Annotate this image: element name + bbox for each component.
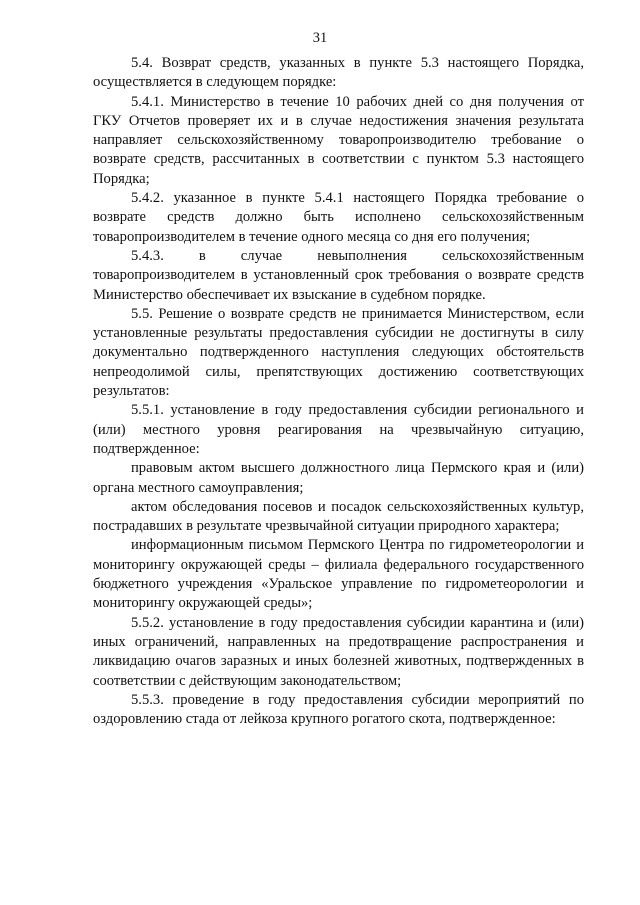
paragraph-information-letter: информационным письмом Пермского Центра по гидрометеорологии и мониторингу окружающей среды – филиала федерального государственного бюджетного учреждения «Уральское управление по гидрометеорологии и мониторингу окружающей среды»; — [93, 537, 584, 612]
paragraph-5-5: 5.5. Решение о возврате средств не принимается Министерством, если установленные результаты предоставления субсидии не достигнуты в силу документально подтвержденного наступления следующих обстоятельств непреодолимой силы, препятствующих достижению соответствующих результатов: — [93, 305, 584, 400]
document-body — [93, 54, 584, 729]
paragraph-inspection-act: актом обследования посевов и посадок сельскохозяйственных культур, пострадавших в результате чрезвычайной ситуации природного характера; — [93, 498, 584, 535]
paragraph-5-4-2: 5.4.2. указанное в пункте 5.4.1 настоящего Порядка требование о возврате средств должно быть исполнено сельскохозяйственным товаропроизводителем в течение одного месяца со дня его получения; — [93, 190, 584, 245]
paragraph-5-4-1: 5.4.1. Министерство в течение 10 рабочих дней со дня получения от ГКУ Отчетов проверяет их и в случае недостижения значения результата направляет сельскохозяйственному товаропроизводителю требование о возврате средств, рассчитанных в соответствии с пунктом 5.3 настоящего Порядка; — [93, 93, 584, 187]
paragraph-5-5-1: 5.5.1. установление в году предоставления субсидии регионального и (или) местного уровня реагирования на чрезвычайную ситуацию, подтвержденное: — [93, 402, 584, 457]
paragraph-legal-act: правовым актом высшего должностного лица Пермского края и (или) органа местного самоуправления; — [93, 460, 584, 496]
paragraph-5-4: 5.4. Возврат средств, указанных в пункте 5.3 настоящего Порядка, осуществляется в следующем порядке: — [93, 55, 584, 91]
paragraph-5-4-3: 5.4.3. в случае невыполнения сельскохозяйственным товаропроизводителем в установленный срок требования о возврате средств Министерство обеспечивает их взыскание в судебном порядке. — [93, 247, 584, 303]
paragraph-5-5-2: 5.5.2. установление в году предоставления субсидии карантина и (или) иных ограничений, направленных на предотвращение распространения и ликвидацию очагов заразных и иных болезней животных, подтвержденных в соответствии с действующим законодательством; — [93, 614, 584, 689]
page-number: 31 — [312, 30, 328, 46]
paragraph-5-5-3: 5.5.3. проведение в году предоставления субсидии мероприятий по оздоровлению стада от лейкоза крупного рогатого скота, подтвержденное: — [93, 691, 584, 728]
